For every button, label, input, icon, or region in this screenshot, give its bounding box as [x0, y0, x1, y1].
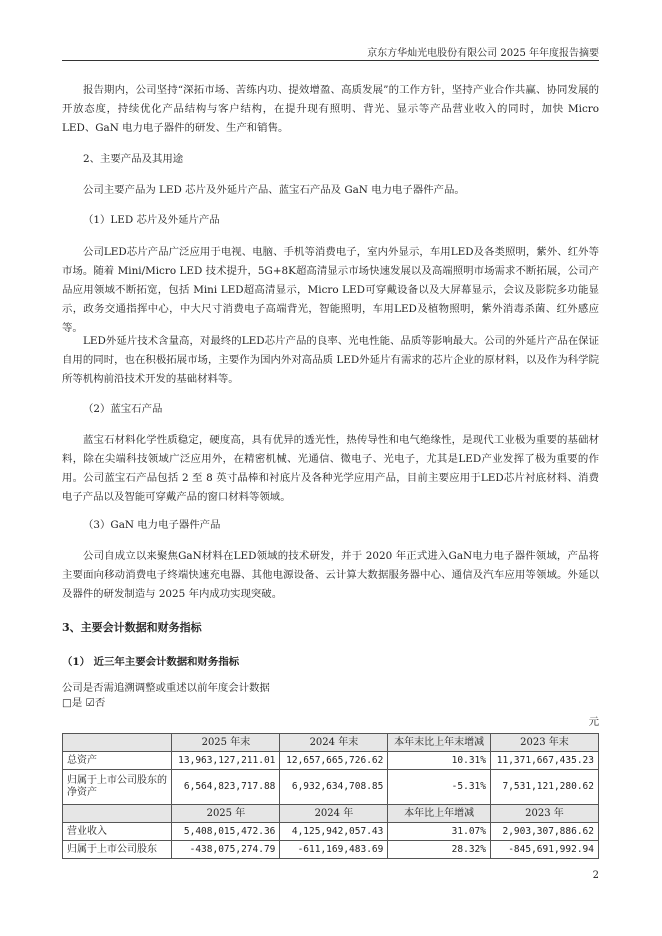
section-2-heading: 2、主要产品及其用途 [83, 153, 184, 165]
table-header-cell: 2025 年 [172, 805, 280, 823]
row-label: 归属于上市公司股东 [63, 841, 172, 859]
table-cell: 31.07% [388, 823, 491, 841]
table-cell: 28.32% [388, 841, 491, 859]
table-cell: 10.31% [388, 752, 491, 770]
financial-indicators-subtitle: （1） 近三年主要会计数据和财务指标 [62, 656, 240, 668]
table-row [63, 752, 599, 770]
restatement-question: 公司是否需追溯调整或重述以前年度会计数据 [62, 682, 270, 694]
table-cell: 7,531,121,280.62 [490, 770, 598, 805]
table-cell: 2,903,307,886.62 [490, 823, 598, 841]
table-cell: 4,125,942,057.43 [280, 823, 388, 841]
table-header-cell: 2024 年 [280, 805, 388, 823]
gan-heading: （3）GaN 电力电子器件产品 [83, 519, 221, 531]
table-header-row [63, 805, 599, 823]
report-title: 京东方华灿光电股份有限公司 2025 年年度报告摘要 [367, 48, 599, 59]
table-cell: -611,169,483.69 [280, 841, 388, 859]
table-cell: -845,691,992.94 [490, 841, 598, 859]
table-cell: 6,932,634,708.85 [280, 770, 388, 805]
table-header-cell: 2023 年 [490, 805, 598, 823]
page-header [62, 42, 599, 61]
table-header-cell [63, 734, 172, 752]
table-cell: 11,371,667,435.23 [490, 752, 598, 770]
intro-paragraph: 报告期内，公司坚持“深拓市场、苦练内功、提效增盈、高质发展”的工作方针，坚持产业合作共赢、协同发展的开放态度，持续优化产品结构与客户结构，在提升现有照明、背光、显示等产品营业收入的同时，加快 Micro LED、GaN 电力电子器件的研发、生产和销售。 [62, 84, 599, 134]
led-chip-paragraph: 公司LED芯片产品广泛应用于电视、电脑、手机等消费电子，室内外显示，车用LED及各类照明，紫外、红外等市场。随着 Mini/Micro LED 技术提升，5G+8K超高清显示市场快速发展以及高端照明市场需求不断拓展，公司产品应用领域不断拓宽，包括 Mini LED超高清显示，Micro LED可穿戴设备以及大屏幕显示，会议及影院多功能显示，政务交通指挥中心，中大尺寸消费电子高端背光，智能照明，车用LED及植物照明，紫外消毒杀菌、红外感应等。 [62, 246, 599, 334]
table-header-cell [63, 805, 172, 823]
led-products-heading: （1）LED 芯片及外延片产品 [83, 214, 220, 226]
table-cell: 6,564,823,717.88 [172, 770, 280, 805]
sapphire-paragraph: 蓝宝石材料化学性质稳定，硬度高，具有优异的透光性，热传导性和电气绝缘性，是现代工业极为重要的基础材料，除在尖端科技领域广泛应用外，在精密机械、光通信、微电子、光电子，尤其是LED产业发挥了极为重要的作用。公司蓝宝石产品包括 2 至 8 英寸晶棒和衬底片及各种光学应用产品，目前主要应用于LED芯片衬底材料、消费电子产品以及智能可穿戴产品的窗口材料等领域。 [62, 434, 599, 503]
table-header-row [63, 734, 599, 752]
table-cell: 5,408,015,472.36 [172, 823, 280, 841]
table-cell: 13,963,127,211.01 [172, 752, 280, 770]
row-label: 总资产 [63, 752, 172, 770]
table-cell: 12,657,665,726.62 [280, 752, 388, 770]
currency-unit: 元 [588, 716, 599, 728]
table-row [63, 770, 599, 805]
table-header-cell: 2024 年末 [280, 734, 388, 752]
row-label: 归属于上市公司股东的净资产 [63, 770, 172, 805]
table-row [63, 841, 599, 859]
table-header-cell: 2025 年末 [172, 734, 280, 752]
page-number: 2 [592, 870, 599, 881]
sapphire-heading: （2）蓝宝石产品 [83, 403, 163, 415]
led-epi-paragraph: LED外延片技术含量高，对最终的LED芯片产品的良率、光电性能、品质等影响最大。公司的外延片产品在保证自用的同时，也在积极拓展市场，主要作为国内外对高品质 LED外延片有需求的芯片企业的原材料，以及作为科学院所等机构前沿技术开发的基础材料等。 [62, 335, 599, 385]
products-intro-paragraph: 公司主要产品为 LED 芯片及外延片产品、蓝宝石产品及 GaN 电力电子器件产品。 [83, 184, 465, 196]
restatement-answer: □是 ☑否 [62, 697, 106, 709]
table-cell: -5.31% [388, 770, 491, 805]
gan-paragraph: 公司自成立以来聚焦GaN材料在LED领域的技术研发，并于 2020 年正式进入GaN电力电子器件领域，产品将主要面向移动消费电子终端快速充电器、其他电源设备、云计算大数据服务器中心、通信及汽车应用等领域。外延以及器件的研发制造与 2025 年内成功实现突破。 [62, 550, 599, 600]
table-header-cell: 本年末比上年末增减 [388, 734, 491, 752]
financial-data-table [62, 733, 599, 859]
table-cell: -438,075,274.79 [172, 841, 280, 859]
row-label: 营业收入 [63, 823, 172, 841]
table-row [63, 823, 599, 841]
section-3-title: 3、主要会计数据和财务指标 [62, 621, 202, 634]
table-header-cell: 本年比上年增减 [388, 805, 491, 823]
table-header-cell: 2023 年末 [490, 734, 598, 752]
